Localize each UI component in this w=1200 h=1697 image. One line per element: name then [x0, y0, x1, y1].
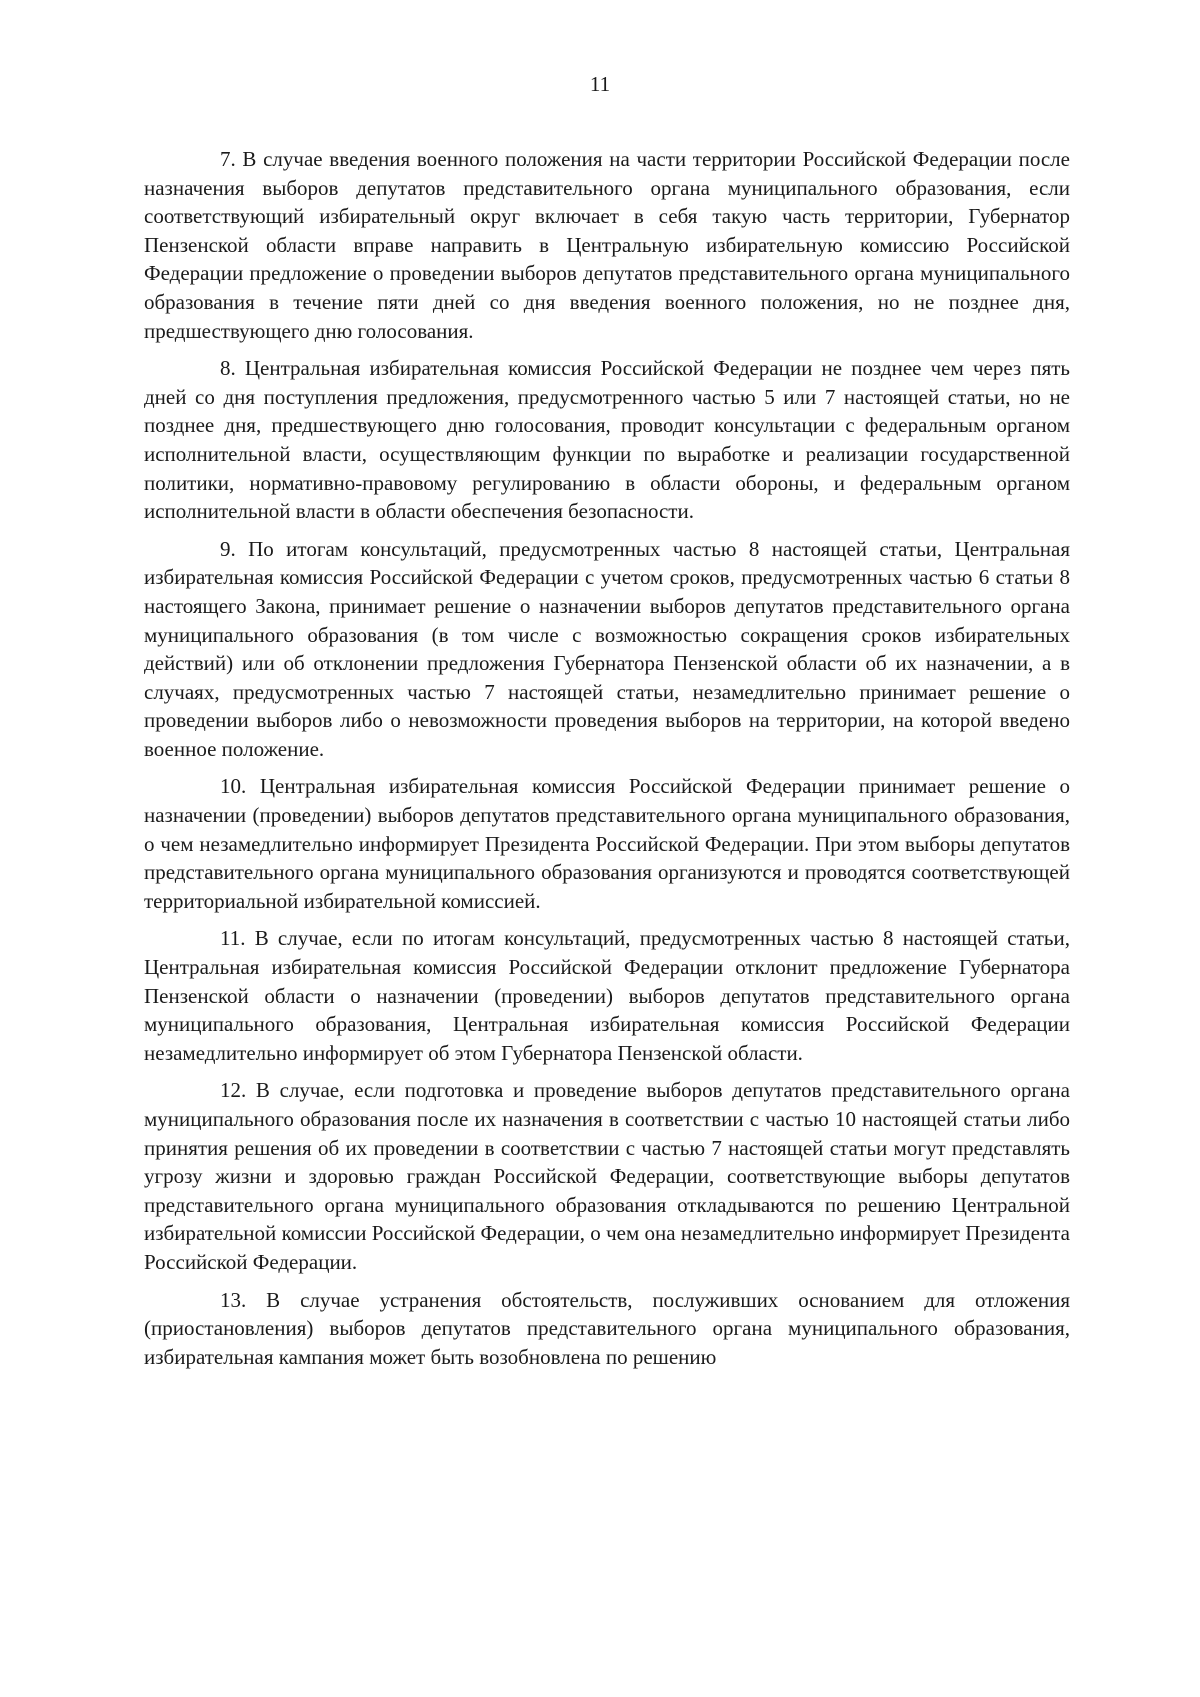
- paragraph-11: 11. В случае, если по итогам консультаций, предусмотренных частью 8 настоящей статьи, Центральная избирательная комиссия Российской Федерации отклонит предложение Губернатора Пензенской области о назначении (проведении) выборов депутатов представительного органа муниципального образования, Центральная избирательная комиссия Российской Федерации незамедлительно информирует об этом Губернатора Пензенской области.: [144, 926, 1070, 1065]
- paragraph-7: 7. В случае введения военного положения на части территории Российской Федерации после назначения выборов депутатов представительного органа муниципального образования, если соответствующий избирательный округ включает в себя такую часть территории, Губернатор Пензенской области вправе направить в Центральную избирательную комиссию Российской Федерации предложение о проведении выборов депутатов представительного органа муниципального образования в течение пяти дней со дня введения военного положения, но не позднее дня, предшествующего дню голосования.: [144, 147, 1070, 343]
- paragraph-13: 13. В случае устранения обстоятельств, послуживших основанием для отложения (приостановления) выборов депутатов представительного органа муниципального образования, избирательная кампания может быть возобновлена по решению: [144, 1287, 1070, 1369]
- page-number: 11: [589, 72, 611, 96]
- paragraph-10: 10. Центральная избирательная комиссия Российской Федерации принимает решение о назначении (проведении) выборов депутатов представительного органа муниципального образования, о чем незамедлительно информирует Президента Российской Федерации. При этом выборы депутатов представительного органа муниципального образования организуются и проводятся соответствующей территориальной избирательной комиссией.: [144, 774, 1070, 913]
- paragraph-12: 12. В случае, если подготовка и проведение выборов депутатов представительного органа муниципального образования после их назначения в соответствии с частью 10 настоящей статьи либо принятия решения об их проведении в соответствии с частью 7 настоящей статьи могут представлять угрозу жизни и здоровью граждан Российской Федерации, соответствующие выборы депутатов представительного органа муниципального образования откладываются по решению Центральной избирательной комиссии Российской Федерации, о чем она незамедлительно информирует Президента Российской Федерации.: [144, 1078, 1070, 1274]
- paragraph-8: 8. Центральная избирательная комиссия Российской Федерации не позднее чем через пять дней со дня поступления предложения, предусмотренного частью 5 или 7 настоящей статьи, но не позднее дня, предшествующего дню голосования, проводит консультации с федеральным органом исполнительной власти, осуществляющим функции по выработке и реализации государственной политики, нормативно-правовому регулированию в области обороны, и федеральным органом исполнительной власти в области обеспечения безопасности.: [144, 356, 1070, 524]
- document-body: [144, 145, 1070, 1380]
- paragraph-9: 9. По итогам консультаций, предусмотренных частью 8 настоящей статьи, Центральная избирательная комиссия Российской Федерации с учетом сроков, предусмотренных частью 6 статьи 8 настоящего Закона, принимает решение о назначении выборов депутатов представительного органа муниципального образования (в том числе с возможностью сокращения сроков избирательных действий) или об отклонении предложения Губернатора Пензенской области об их назначении, а в случаях, предусмотренных частью 7 настоящей статьи, незамедлительно принимает решение о проведении выборов либо о невозможности проведения выборов на территории, на которой введено военное положение.: [144, 536, 1070, 761]
